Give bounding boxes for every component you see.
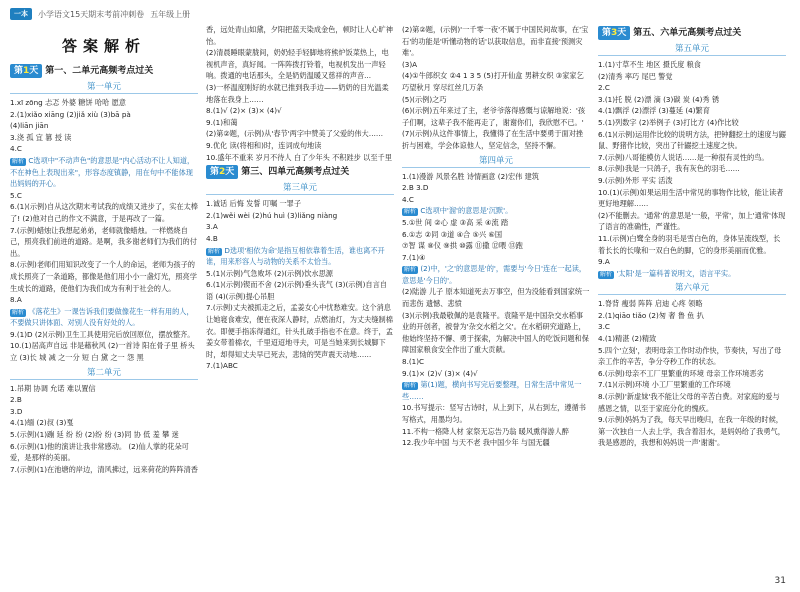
answer-line: 3.浇 孤 宜 篡 授 读 <box>10 132 72 142</box>
answer-line: (7)(示例)从这件事情上，我懂得了在生活中要勇于面对挫折与困难，学会体谅他人，坚定信念，坚持不懈。 <box>402 129 584 150</box>
answer-line: 7.(示例)丈夫被抓走之后，孟姜女心中忧愁难安。这个消息让她寝食难安，便在夜深人静时，点燃油灯，为丈夫缝制棉衣。即便手指冻得通红，针头扎破手指也不在意。终于，孟姜女带着棉衣，千里迢迢地寻夫，可是当她来到长城脚下时，却得知丈夫早已死去，悲恸的哭声震天动地…… <box>206 303 393 359</box>
answer-line: 7.(1)(示例)环境 小工厂里繁重的工作环境 <box>598 380 731 390</box>
answer-line: 5.(1)列数字 (2)举例子 (3)打比方 (4)作比较 <box>598 117 739 127</box>
answer-line: 1.诚话 后悔 发誓 叮嘱 一罪子 <box>206 199 302 209</box>
analysis-note: 解析 第(1)题，横向书写完后要整理，日常生活中常见一些…… <box>402 380 582 401</box>
answer-line: (5)(示例)之巧 <box>402 94 447 104</box>
analysis-tag: 解析 <box>600 270 613 278</box>
answer-line: 7.(示例)(1)在池塘的岸边，清风拂过，远来荷花的阵阵清香 <box>10 464 198 474</box>
answer-line: 4.(1)飘浮 (2)漂浮 (3)蔓延 (4)繁育 <box>598 106 710 116</box>
answer-line: 6.①志 ②同 ③道 ④合 ⑤兴 ⑥国 <box>402 229 503 239</box>
answer-line: 6.(示例)(1)他的演讲让我非常感动。 (2)仙人掌的花朵可爱，是那样的美丽。 <box>10 441 189 463</box>
answer-line: 2.B 3.D <box>402 183 429 193</box>
day-badge: 第3天 <box>598 26 630 40</box>
header-bar <box>10 6 790 22</box>
answer-line: 12.我少年中国 与天不老 我中国少年 与国无疆 <box>402 438 550 448</box>
answer-line: (2)陆游 儿子 原本知道死去万事空，但为没能看到国家统一而悲伤 遗憾、悲愤 <box>402 287 590 309</box>
answer-line: (2)第②题，(示例)'一千零一夜'不属于中国民间故事，在'宝石'的功能是'听懂动物的话'以获取信息，而非直接'预测灾难'。 <box>402 25 589 58</box>
analysis-tag: 解析 <box>12 308 25 316</box>
answer-line: 9.(1)和蔼 <box>206 117 238 127</box>
day-2-heading <box>206 165 394 179</box>
answer-line: (6)(示例)五年来过了主，老爷爷落得感慨与谅解地说：'孩子们啊，这辈子我不能再走了，谢谢你们，我欣慰不已。' <box>402 106 586 127</box>
answer-line: (2)不能删去。'通常'的意思是'一般，平常'，加上'通常'体现了语言的准确性，严谨性。 <box>598 210 786 232</box>
answer-line: 11.(示例)白鹭全身的羽毛是雪白色的，身体呈流线型，长着长长的长喙和一双白色的脚，它的身形美丽而优雅。 <box>598 233 781 255</box>
column-2 <box>206 24 394 580</box>
column-3 <box>402 24 590 580</box>
page-number: 31 <box>774 576 786 586</box>
answer-line: 7.(1)ABC <box>206 361 238 371</box>
answer-line: 8.(示例)我是一只鸽子，我有灰色的羽毛…… <box>598 164 740 174</box>
analysis-note: 解析 (2)中，'之'的意思是'的'，需要与'今日'连在一起读，意思是'今日的'。 <box>402 264 587 285</box>
answer-line: 2.(1)xiǎo xiāng (2)jiǎ xiù (3)bā pà <box>10 109 131 119</box>
unit-heading: 第三单元 <box>206 182 394 195</box>
day-badge: 第1天 <box>10 64 42 78</box>
answer-line: 1.吊期 协调 允诺 难以置信 <box>10 383 96 393</box>
analysis-note: 解析 '太阳'是一篇科普说明文，语言平实。 <box>600 268 736 278</box>
day-title: 第一、二单元高频考点过关 <box>45 66 154 76</box>
answer-line: ⑦智 谋 ⑧仪 ⑨拱 ⑩露 ⑪撒 ⑫喂 ⑬跑 <box>402 241 523 251</box>
answer-line: (4)①牛郎织女 ②4 1 3 5 (5)打开仙盒 男耕女织 ③家家乞巧望秋月 穿尽红丝几万条 <box>402 71 584 92</box>
unit-heading: 第四单元 <box>402 155 590 168</box>
answer-line: 1.(1)漫游 风景名胜 诗情画意 (2)宏伟 建筑 <box>402 171 539 181</box>
answer-line: 3.(1)托 脱 (2)漂 滴 (3)碳 炭 (4)秀 锈 <box>598 94 720 104</box>
answer-line: 8.(示例)老师们用知识改变了一个人的命运，老师为孩子的成长照亮了一条道路，都像是他们用小小一盏灯光，照亮学生成长的道路，使他们为我们成为有利于社会的人。 <box>10 260 197 293</box>
day-title: 第三、四单元高频考点过关 <box>241 167 350 178</box>
analysis-tag: 解析 <box>208 247 221 255</box>
answer-line: 8.A <box>10 295 22 305</box>
answer-line: 5.(示例)(1)蹦 延 纷 纷 (2)纷 纷 (3)同 协 低 羞 攀 迷 <box>10 430 179 440</box>
answer-line: 2.(1)wěi wèi (2)hú huì (3)liǎng niàng <box>206 210 338 220</box>
answer-line: 8.(1)√ (2)× (3)× (4)√ <box>206 106 282 116</box>
day-badge: 第2天 <box>206 165 238 179</box>
unit-heading: 第二单元 <box>10 367 198 380</box>
answer-line: (4)liān jiān <box>10 121 49 131</box>
answer-line: 9.(示例)外形 平实 活泼 <box>598 175 673 185</box>
unit-heading: 第一单元 <box>10 81 198 94</box>
unit-heading: 第五单元 <box>598 43 786 56</box>
analysis-tag: 解析 <box>404 382 417 390</box>
answer-line: 7.(1)④ <box>402 252 426 262</box>
answer-line: 8.(1)C <box>402 357 425 367</box>
answer-line: 9.优化 读(将相和)时，连词成句地读 <box>206 140 322 150</box>
answer-line: (2)清晨睡眼蒙胧间，奶奶轻手轻脚地将熊炉饭菜热上，电视机声音，真好闻。一阵阵拨打铃着，电视机发出一声轻响。拨通的电话那头，全是奶奶温暖又慈祥的声音... <box>206 48 389 81</box>
answer-line: 9.(示例)妈妈为了我，每天早出晚归，在我一年级的时候，第一次独自一人去上学，我含着泪水，是妈妈给了我勇气，我是感恩的，我想和妈妈说一声'谢谢'。 <box>598 415 785 448</box>
answer-line: 10.书写提示：竖写古诗时，从上到下，从右到左，遵循书写格式，用墨均匀。 <box>402 403 586 424</box>
answer-line: 2.C <box>598 83 610 93</box>
answer-line: 9.A <box>598 257 610 267</box>
answer-line: 6.(示例)母亲不工厂里繁重的环境 母亲工作环境恶劣 <box>598 368 764 378</box>
analysis-tag: 解析 <box>12 157 25 165</box>
answer-line: 4.C <box>402 194 414 204</box>
day-title: 第五、六单元高频考点过关 <box>633 28 742 38</box>
analysis-note: 解析 C选项中'溜'的意思是'沉默'。 <box>404 206 513 216</box>
answer-line: 5.①世 间 ②心 虚 ③高 采 ④流 踏 <box>402 217 509 227</box>
answer-line: 3.A <box>206 222 218 232</box>
book-title: 小学语文15天期末考前冲刺卷 <box>38 9 145 19</box>
answer-line: 3.C <box>598 322 610 332</box>
answer-line: 4.(1)缅 (2)叔 (3)戛 <box>10 418 74 428</box>
answer-line: 1.xī zōng 忐忑 外婆 糖饼 哈哈 愿意 <box>10 98 126 107</box>
answer-line: 8.(示例)'新虚妹'我不能让父母的辛苦白费。对家庭的爱与感恩之情，以至于家庭分化的愧疚。 <box>598 392 780 413</box>
answer-line: 5.四个'立刻'，表明母亲工作时动作快，节奏快，写出了母亲工作的辛苦，争分夺秒工作的状态。 <box>598 345 782 367</box>
answer-line: 香，远处青山如黛，夕阳把蓝天染成金色，顿时让人心旷神怡。 <box>206 25 393 46</box>
answer-line: 6.(1)(示例)运用作比较的说明方法，把钟翻挖土的速度与鼹鼠、野猪作比较，突出了针鼹挖土速度之快。 <box>598 129 786 151</box>
answer-line: 1.(1)寸草不生 地区 摄氏度 粮食 <box>598 60 701 69</box>
answer-line: 6.(1)(示例)自从这次期末考试我的成绩又进步了，实在太棒了! (2)他对自己的作文不满意，于是再改了一篇。 <box>10 202 198 223</box>
page-title: 答案解析 <box>61 37 146 55</box>
day-1-heading <box>10 64 198 78</box>
answer-line: 10.(1)(示例)如果运用生活中常见的事物作比较，能让读者更好地理解…… <box>598 187 784 209</box>
answer-line: 5.(1)(示例)气急败坏 (2)(示例)饮水思源 <box>206 268 333 278</box>
answer-line: 7.(示例)蜡烛让我想起弟弟，老师就像蜡烛。一样燃烧自己，照亮我们前进的道路。是啊，我多谢老师们为我们的付出。 <box>10 225 197 258</box>
day-3-heading <box>598 26 786 40</box>
answer-line: 2.B <box>10 395 22 405</box>
answer-line: (3)一杯温度刚好的水就已推到我手边——奶奶的目光温柔地落在我身上…… <box>206 82 389 104</box>
answer-line: 6.(1)(示例)锲而不舍 (2)(示例)垂头丧气 (3)(示例)自言自语 (4)(示例)提心吊胆 <box>206 280 387 301</box>
answer-line: 3.D <box>10 406 23 416</box>
answer-line: (3)(示例)我最敬佩的是袁隆平。袁隆平是中国杂交水稻事业的开创者，被誉为'杂交水稻之父'。在水稻研究道路上，他始终坚持不懈、勇于探索，为解决中国人的吃饭问题和保障国家粮食安全作出了重大贡献。 <box>402 310 589 355</box>
analysis-note: 解析 《落花生》一课告诉我们要做像花生一样有用的人，不要做只讲体面、对别人没有好处的人。 <box>10 306 194 328</box>
answer-line: 4.C <box>10 144 22 154</box>
column-4 <box>598 24 786 580</box>
column-1 <box>10 24 198 580</box>
analysis-note: 解析 C选项中"不动声色"的意思是"内心活动不让人知道，不在神色上表现出来"，形容态度镇静，用在句中不能体现出妈妈的开心。 <box>10 155 195 189</box>
answer-line: 2.(1)qiāo tiǎo (2)匆 奢 鲁 鱼 扒 <box>598 310 704 320</box>
analysis-tag: 解析 <box>404 208 417 216</box>
answer-line: 11.不构一格降人材 家祭无忘告乃翁 暖风熏得游人醉 <box>402 426 569 436</box>
answer-line: 4.(1)精湛 (2)精致 <box>598 334 657 344</box>
grade-label: 五年级上册 <box>150 9 191 19</box>
answer-line: 4.B <box>206 233 218 243</box>
answer-line: 5.C <box>10 190 22 200</box>
answer-line: 7.(示例)八哥能模仿人说话……是一种很有灵性的鸟。 <box>598 152 769 162</box>
answer-line: 9.(1)D (2)(示例)卫生工具使用完后放回原位，摆放整齐。 <box>10 329 195 339</box>
answer-line: 10.盛年不重来 岁月不待人 白了少年头 不积跬步 以至千里 <box>206 152 392 162</box>
brand-logo: 一本 <box>10 8 32 20</box>
answer-line: 9.(1)× (2)√ (3)× (4)√ <box>402 368 478 378</box>
answer-line: (2)第②题，(示例)从'春节'两字中赞美了父爱的伟大…… <box>206 129 384 139</box>
answer-line: 10.(1)居高声自远 非是藉秋风 (2)一首诗 阳在骨子里 桥头立 (3)长 城 减 之一分 短 白 黛 之一 怨 黑 <box>10 341 195 363</box>
analysis-note: 解析 D选项'相依为命'是指互相依靠着生活，谁也离不开谁，用来形容人与动物的关系不太恰当。 <box>206 245 385 267</box>
answer-line: (3)A <box>402 59 418 69</box>
analysis-tag: 解析 <box>404 266 417 274</box>
unit-heading: 第六单元 <box>598 282 786 295</box>
answer-line: (2)清秀 率巧 尾巴 警觉 <box>598 71 673 81</box>
answer-line: 1.脊背 瘦弱 阵阵 启迪 心疼 领略 <box>598 299 703 309</box>
